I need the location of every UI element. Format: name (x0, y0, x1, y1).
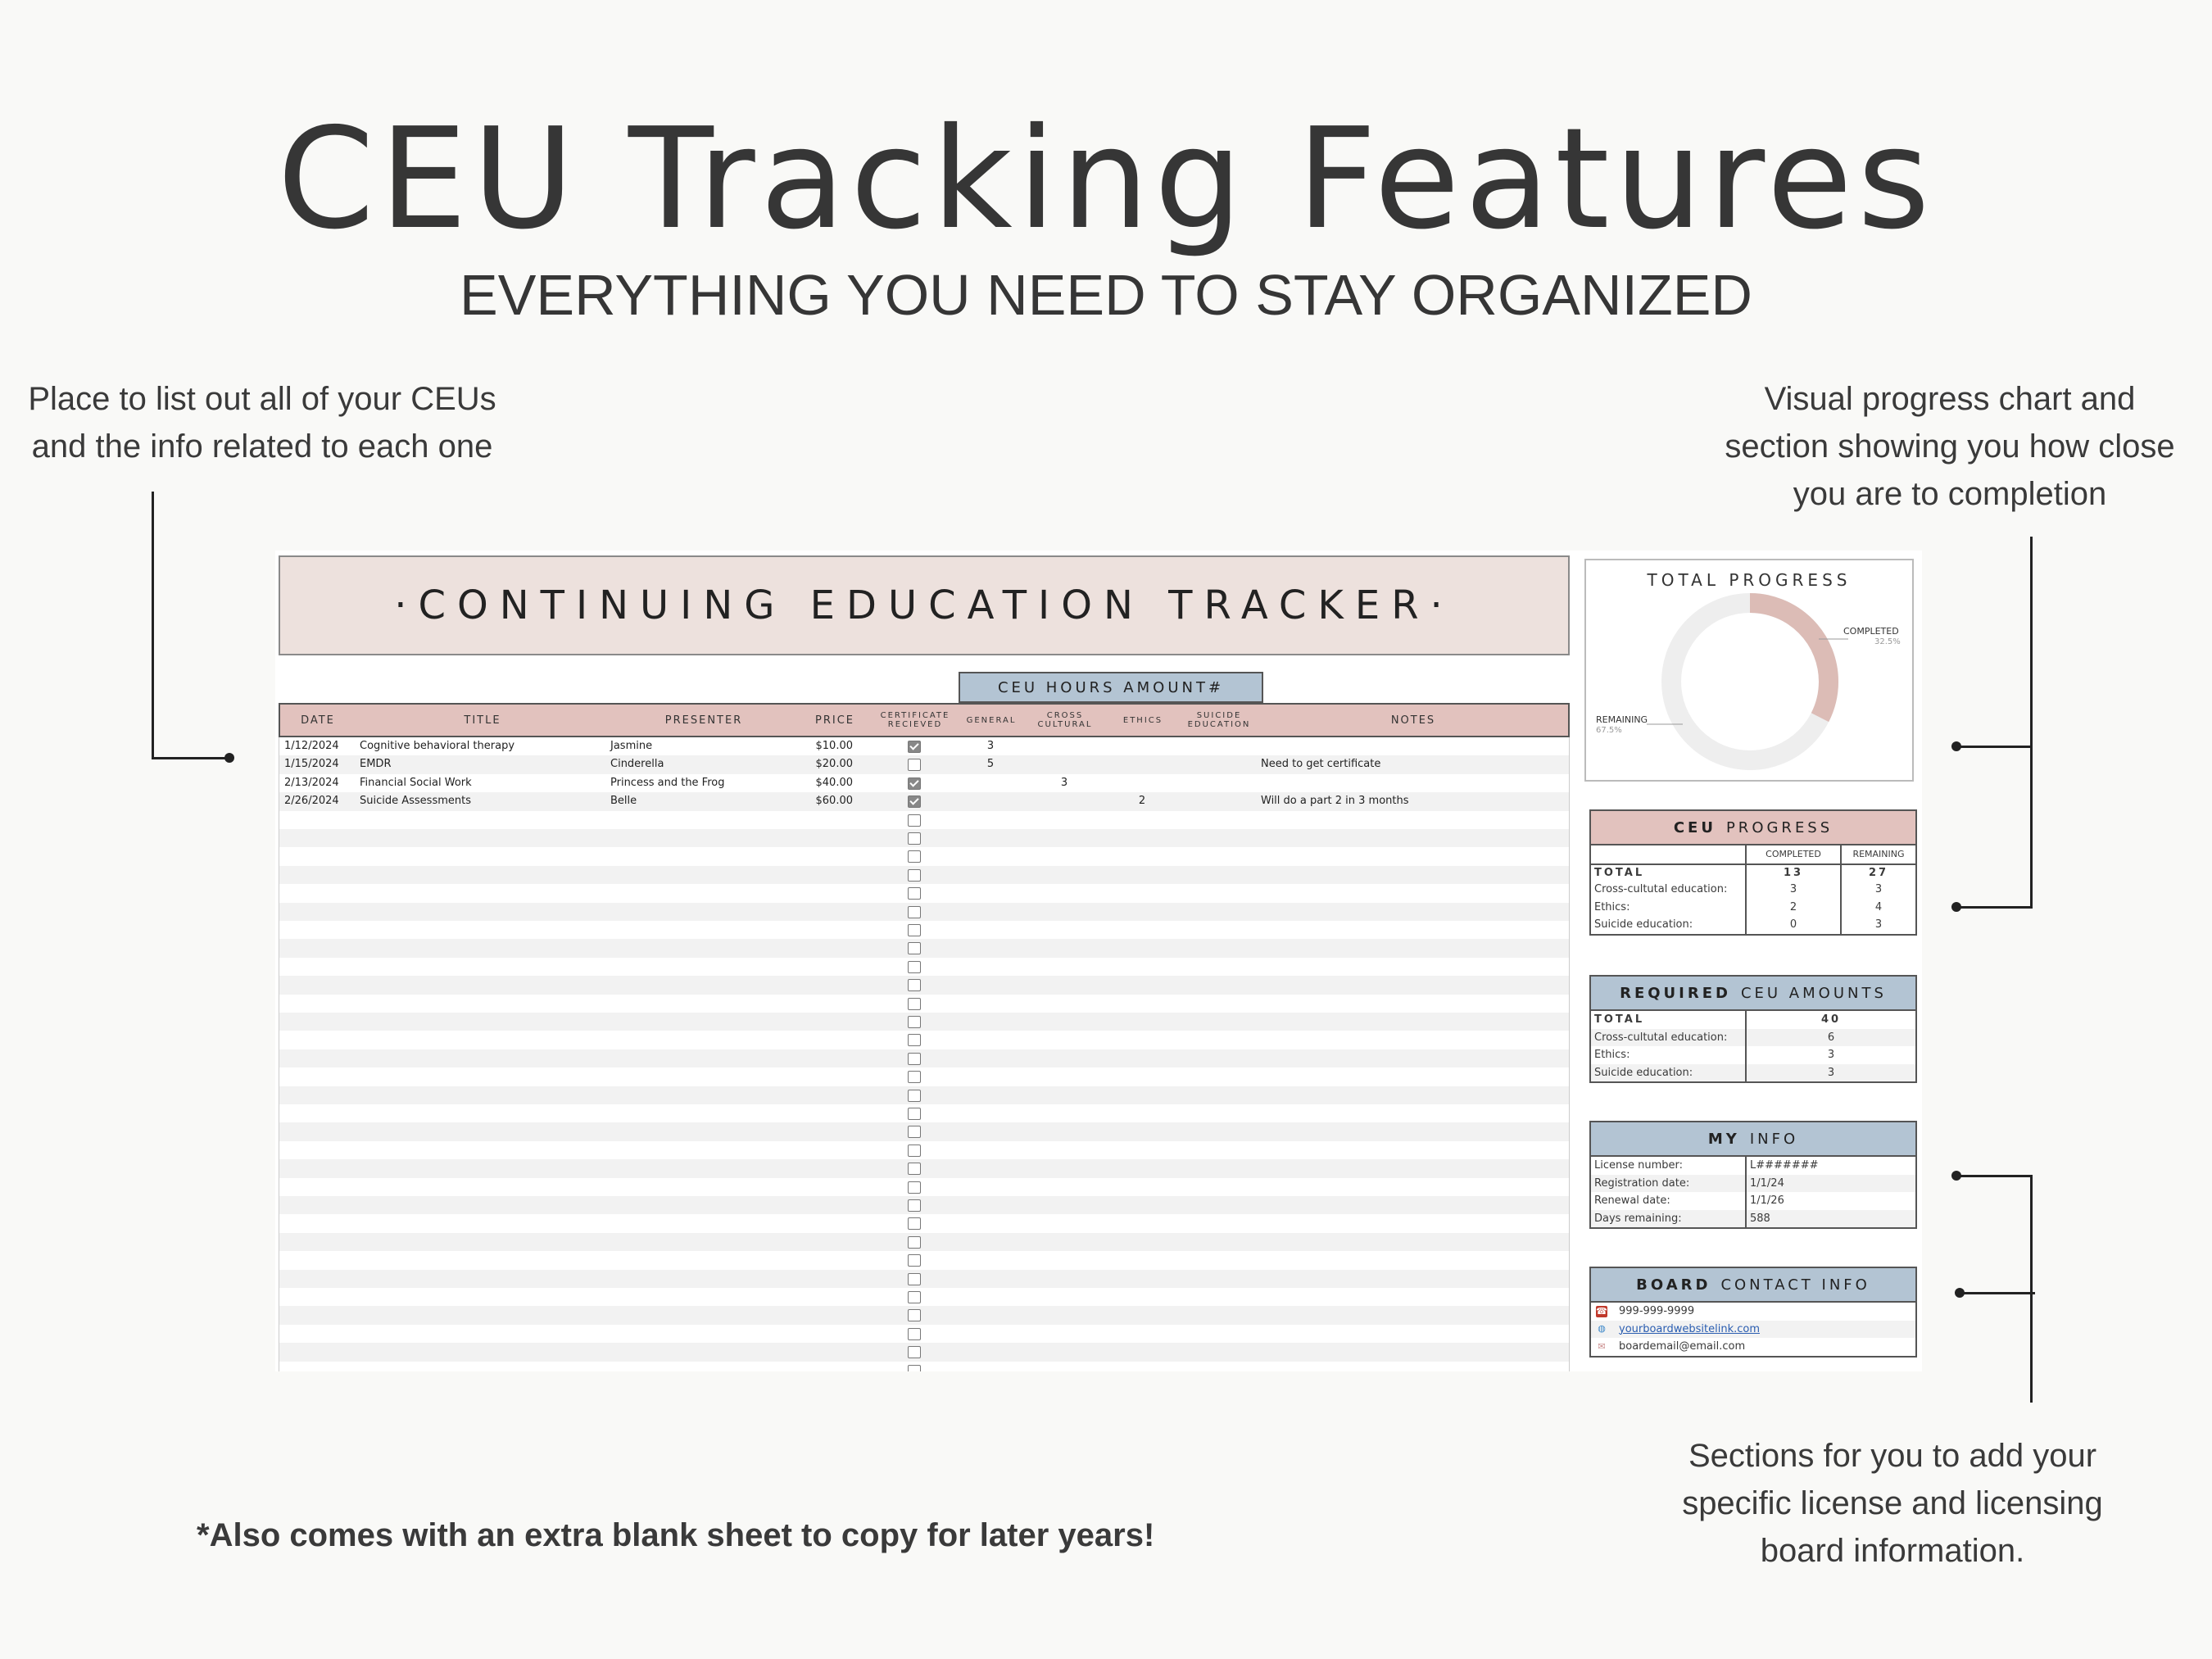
info-label: Renewal date: (1594, 1194, 1670, 1208)
progress-completed: 13 (1745, 865, 1840, 882)
cell-suicide[interactable] (1179, 792, 1258, 810)
cell-presenter[interactable]: Jasmine (610, 740, 653, 752)
certificate-checkbox[interactable] (908, 1034, 921, 1046)
board-website-row (1591, 1321, 1915, 1339)
required-label: TOTAL (1594, 1013, 1645, 1027)
cell-presenter[interactable]: Princess and the Frog (610, 776, 725, 789)
table-row (279, 1013, 1570, 1031)
table-row (279, 921, 1570, 939)
phone-icon: ☎ (1596, 1305, 1607, 1317)
certificate-checkbox[interactable] (908, 924, 921, 936)
certificate-checkbox[interactable] (908, 759, 921, 771)
col-certificate: CERTIFICATE RECIEVED (880, 711, 950, 729)
table-row (279, 958, 1570, 976)
certificate-checkbox[interactable] (908, 1328, 921, 1340)
certificate-checkbox[interactable] (908, 1071, 921, 1083)
required-row (1591, 1046, 1915, 1064)
connector-left-horizontal (152, 757, 230, 759)
donut-svg (1586, 560, 1915, 783)
required-title-bold: REQUIRED (1620, 984, 1731, 1002)
total-progress-chart (1584, 559, 1914, 782)
table-row (279, 1104, 1570, 1122)
connector-right-top (1956, 746, 2032, 748)
col-general: GENERAL (966, 715, 1017, 725)
footnote: *Also comes with an extra blank sheet to copy for later years! (197, 1517, 1155, 1553)
connector-bottom-dot-2 (1955, 1288, 1965, 1298)
progress-remaining: 3 (1840, 916, 1915, 934)
cell-ethics[interactable] (1105, 737, 1179, 755)
progress-remaining: 3 (1840, 881, 1915, 899)
board-phone-row (1591, 1303, 1915, 1321)
page-subtitle: EVERYTHING YOU NEED TO STAY ORGANIZED (460, 263, 1752, 327)
required-label: Cross-cultutal education: (1594, 1031, 1728, 1044)
table-row (279, 1196, 1570, 1214)
required-row (1591, 1029, 1915, 1047)
remaining-label: REMAINING (1596, 714, 1648, 725)
progress-row (1591, 863, 1915, 882)
cell-cross[interactable] (1023, 737, 1105, 755)
col-notes: NOTES (1390, 714, 1436, 727)
board-contact-table (1589, 1267, 1917, 1358)
cell-notes[interactable]: Need to get certificate (1261, 758, 1381, 771)
certificate-checkbox[interactable] (908, 1145, 921, 1157)
certificate-checkbox[interactable] (908, 1346, 921, 1358)
certificate-checkbox[interactable] (908, 961, 921, 973)
callout-ceu-list: Place to list out all of your CEUs and the info related to each one (28, 381, 496, 465)
board-phone[interactable]: 999-999-9999 (1619, 1305, 1695, 1318)
progress-row (1591, 916, 1915, 934)
remaining-percent: 67.5% (1596, 726, 1622, 735)
cell-price[interactable]: $60.00 (815, 795, 853, 808)
mail-icon: ✉ (1598, 1340, 1606, 1352)
globe-icon: ◍ (1598, 1323, 1606, 1335)
certificate-checkbox[interactable] (908, 1181, 921, 1194)
connector-right-mid (1956, 906, 2032, 909)
spreadsheet (275, 551, 1922, 1371)
required-value[interactable]: 3 (1745, 1046, 1915, 1064)
certificate-checkbox[interactable] (908, 1309, 921, 1321)
my-info-title-bold: MY (1707, 1130, 1740, 1148)
info-row (1591, 1210, 1915, 1228)
table-row (279, 1159, 1570, 1177)
certificate-checkbox[interactable] (908, 998, 921, 1010)
cell-date[interactable]: 1/12/2024 (284, 740, 339, 752)
cell-presenter[interactable]: Belle (610, 795, 637, 808)
col-cross-cultural: CROSS CULTURAL (1037, 711, 1093, 729)
table-row (279, 811, 1570, 829)
table-row (279, 1233, 1570, 1251)
cell-ethics[interactable]: 2 (1138, 795, 1146, 808)
cell-general[interactable]: 5 (986, 758, 995, 771)
certificate-checkbox[interactable] (908, 1365, 921, 1371)
cell-price[interactable]: $20.00 (815, 758, 853, 771)
table-row (279, 866, 1570, 884)
certificate-checkbox[interactable] (908, 869, 921, 882)
table-row (279, 774, 1570, 792)
required-row (1591, 1011, 1915, 1029)
certificate-checkbox[interactable] (908, 1126, 921, 1138)
certificate-checkbox[interactable] (908, 777, 921, 790)
cell-date[interactable]: 2/26/2024 (284, 795, 339, 808)
connector-bottom-top (1956, 1175, 2032, 1177)
cell-general[interactable] (958, 774, 1023, 792)
table-row (279, 939, 1570, 957)
certificate-checkbox[interactable] (908, 814, 921, 827)
cell-suicide[interactable] (1179, 737, 1258, 755)
progress-completed: 3 (1745, 881, 1840, 899)
table-row (279, 755, 1570, 773)
table-row (279, 995, 1570, 1013)
callout-license-info: Sections for you to add your specific license and licensing board information. (1682, 1438, 2103, 1569)
info-value[interactable]: L####### (1745, 1157, 1915, 1175)
connector-right-dot-2 (1951, 902, 1961, 912)
progress-row (1591, 881, 1915, 899)
progress-label: Ethics: (1594, 900, 1630, 913)
col-presenter: PRESENTER (664, 714, 743, 727)
table-row (279, 1141, 1570, 1159)
certificate-checkbox[interactable] (908, 1273, 921, 1285)
cell-cross[interactable] (1023, 755, 1105, 773)
col-title: TITLE (464, 714, 501, 727)
table-row (279, 1178, 1570, 1196)
ceu-progress-table (1589, 809, 1917, 936)
completed-label: COMPLETED (1843, 626, 1899, 637)
certificate-checkbox[interactable] (908, 906, 921, 918)
ceu-progress-header (1591, 811, 1915, 845)
completed-percent: 32.5% (1874, 637, 1901, 646)
info-value[interactable]: 1/1/26 (1745, 1192, 1915, 1210)
cell-title[interactable]: EMDR (360, 758, 392, 771)
required-header (1591, 977, 1915, 1011)
required-label: Ethics: (1594, 1049, 1630, 1062)
connector-bottom-mid (1960, 1292, 2035, 1294)
cell-notes[interactable]: Will do a part 2 in 3 months (1261, 795, 1409, 808)
required-value[interactable]: 40 (1745, 1011, 1915, 1029)
tracker-banner: ·CONTINUING EDUCATION TRACKER· (279, 555, 1570, 655)
connector-left-dot (224, 753, 234, 763)
board-email[interactable]: boardemail@email.com (1619, 1340, 1746, 1353)
info-label: Days remaining: (1594, 1212, 1682, 1225)
certificate-checkbox[interactable] (908, 1217, 921, 1230)
table-row (279, 903, 1570, 921)
table-header (279, 703, 1570, 737)
connector-right-vertical (2030, 537, 2033, 909)
table-row (279, 1288, 1570, 1306)
progress-row (1591, 899, 1915, 917)
cell-price[interactable]: $10.00 (815, 740, 853, 752)
callout-progress-chart: Visual progress chart and section showing you how close you are to completion (1725, 381, 2175, 512)
table-row (279, 847, 1570, 865)
connector-bottom-vertical (2030, 1175, 2033, 1403)
ceu-progress-title-bold: CEU (1673, 818, 1716, 836)
my-info-title: INFO (1749, 1130, 1799, 1148)
info-value[interactable]: 588 (1745, 1210, 1915, 1228)
cell-date[interactable]: 2/13/2024 (284, 776, 339, 789)
col-remaining: REMAINING (1840, 845, 1915, 863)
certificate-checkbox[interactable] (908, 887, 921, 900)
table-row (279, 1325, 1570, 1343)
cell-title[interactable]: Suicide Assessments (360, 795, 471, 808)
connector-bottom-dot-1 (1951, 1171, 1961, 1181)
table-row (279, 1122, 1570, 1140)
cell-notes[interactable] (1258, 737, 1567, 755)
my-info-table (1589, 1121, 1917, 1229)
table-row (279, 884, 1570, 902)
table-row (279, 792, 1570, 810)
ceu-hours-header: CEU HOURS AMOUNT# (959, 672, 1263, 703)
connector-left-vertical (152, 492, 154, 759)
board-header (1591, 1268, 1915, 1303)
certificate-checkbox[interactable] (908, 1108, 921, 1120)
progress-completed: 0 (1745, 916, 1840, 934)
table-row (279, 1270, 1570, 1288)
progress-completed: 2 (1745, 899, 1840, 917)
certificate-checkbox[interactable] (908, 979, 921, 991)
progress-remaining: 27 (1840, 865, 1915, 882)
table-row (279, 1086, 1570, 1104)
required-title: CEU AMOUNTS (1740, 984, 1887, 1002)
col-date: DATE (301, 714, 335, 727)
cell-general[interactable] (958, 792, 1023, 810)
table-row (279, 829, 1570, 847)
chart-title: TOTAL PROGRESS (1647, 570, 1852, 590)
cell-cross[interactable]: 3 (1060, 776, 1068, 789)
table-row (279, 1251, 1570, 1269)
cell-date[interactable]: 1/15/2024 (284, 758, 339, 771)
cell-title[interactable]: Cognitive behavioral therapy (360, 740, 515, 752)
progress-remaining: 4 (1840, 899, 1915, 917)
table-row (279, 976, 1570, 994)
required-value[interactable]: 3 (1745, 1064, 1915, 1082)
cell-general[interactable]: 3 (986, 740, 995, 752)
certificate-checkbox[interactable] (908, 1236, 921, 1249)
cell-suicide[interactable] (1179, 755, 1258, 773)
board-website-link[interactable]: yourboardwebsitelink.com (1619, 1322, 1761, 1335)
table-row (279, 1031, 1570, 1049)
ceu-table-body (279, 737, 1570, 1371)
certificate-checkbox[interactable] (908, 741, 921, 753)
required-label: Suicide education: (1594, 1066, 1693, 1079)
certificate-checkbox[interactable] (908, 1291, 921, 1303)
ceu-progress-title: PROGRESS (1725, 818, 1834, 836)
info-value[interactable]: 1/1/24 (1745, 1175, 1915, 1193)
board-title: CONTACT INFO (1720, 1276, 1870, 1294)
info-label: Registration date: (1594, 1176, 1690, 1190)
certificate-checkbox[interactable] (908, 1090, 921, 1102)
required-value[interactable]: 6 (1745, 1029, 1915, 1047)
my-info-header (1591, 1122, 1915, 1157)
col-completed: COMPLETED (1745, 845, 1840, 863)
cell-cross[interactable] (1023, 792, 1105, 810)
required-row (1591, 1064, 1915, 1082)
cell-ethics[interactable] (1105, 774, 1179, 792)
board-email-row (1591, 1338, 1915, 1356)
connector-right-dot-1 (1951, 741, 1961, 751)
certificate-checkbox[interactable] (908, 1199, 921, 1212)
cell-presenter[interactable]: Cinderella (610, 758, 664, 771)
cell-title[interactable]: Financial Social Work (360, 776, 472, 789)
table-row (279, 737, 1570, 755)
required-ceu-table (1589, 975, 1917, 1083)
ceu-progress-colheads (1591, 845, 1915, 863)
certificate-checkbox[interactable] (908, 850, 921, 863)
certificate-checkbox[interactable] (908, 796, 921, 808)
info-row (1591, 1157, 1915, 1175)
certificate-checkbox[interactable] (908, 942, 921, 954)
col-ethics: ETHICS (1122, 715, 1163, 725)
progress-label: TOTAL (1594, 866, 1645, 879)
table-row (279, 1362, 1570, 1371)
col-suicide-education: SUICIDE EDUCATION (1187, 711, 1251, 729)
cell-notes[interactable] (1258, 774, 1567, 792)
info-row (1591, 1175, 1915, 1193)
info-label: License number: (1594, 1159, 1684, 1172)
table-row (279, 1214, 1570, 1232)
col-price: PRICE (815, 714, 854, 727)
certificate-checkbox[interactable] (908, 832, 921, 845)
certificate-checkbox[interactable] (908, 1163, 921, 1175)
progress-label: Cross-cultutal education: (1594, 883, 1728, 896)
certificate-checkbox[interactable] (908, 1254, 921, 1267)
page-title: CEU Tracking Features (277, 98, 1935, 261)
certificate-checkbox[interactable] (908, 1016, 921, 1028)
cell-price[interactable]: $40.00 (815, 776, 853, 789)
progress-label: Suicide education: (1594, 918, 1693, 931)
cell-ethics[interactable] (1105, 755, 1179, 773)
table-row (279, 1049, 1570, 1067)
board-title-bold: BOARD (1636, 1276, 1711, 1294)
table-row (279, 1306, 1570, 1324)
cell-suicide[interactable] (1179, 774, 1258, 792)
certificate-checkbox[interactable] (908, 1053, 921, 1065)
info-row (1591, 1192, 1915, 1210)
table-row (279, 1343, 1570, 1361)
table-row (279, 1067, 1570, 1086)
